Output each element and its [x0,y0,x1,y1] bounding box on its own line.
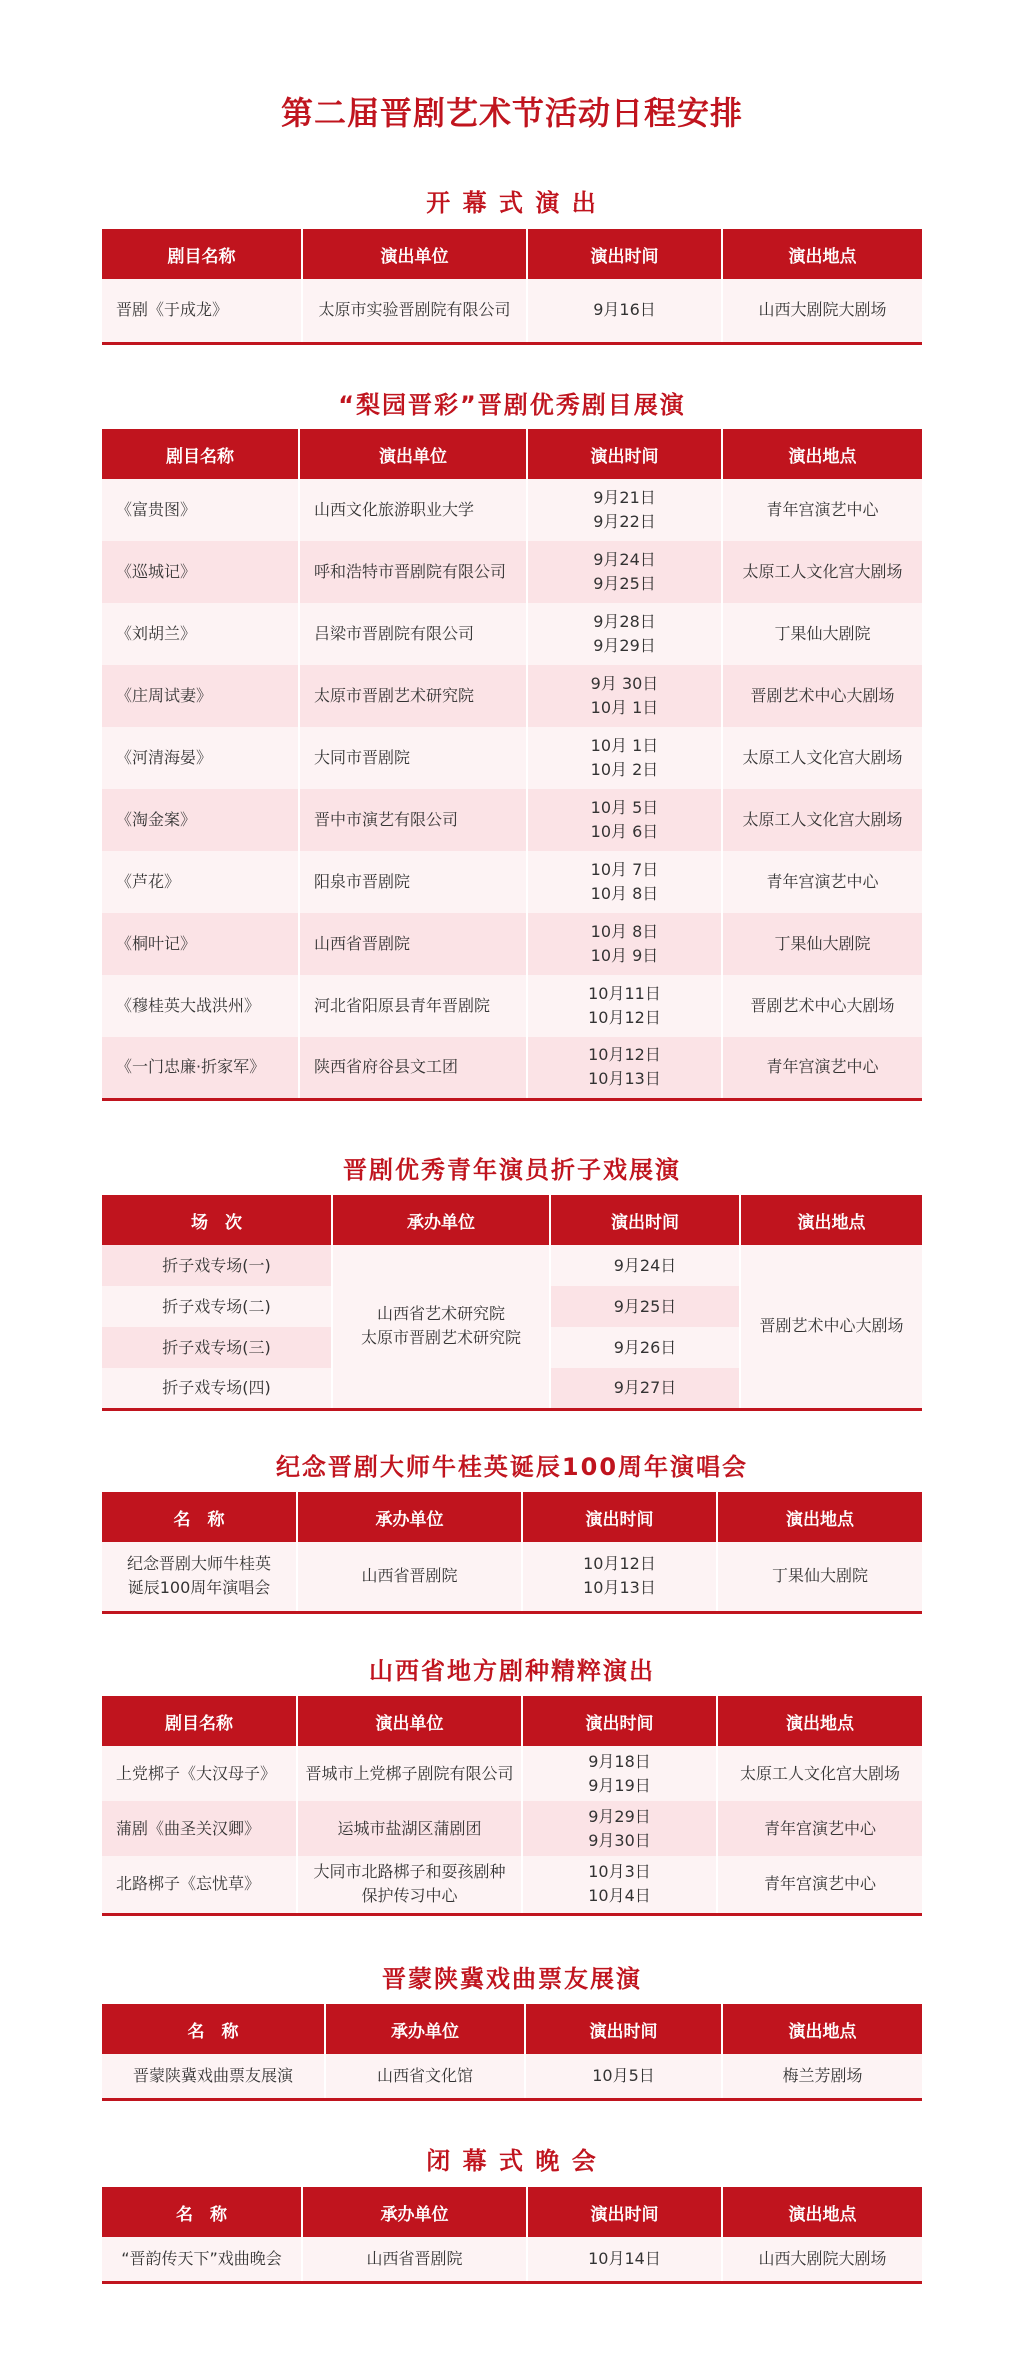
table-row [102,1245,922,1286]
cell-title: 北路梆子《忘忧草》 [102,1856,297,1914]
cell-org: 山西省文化馆 [325,2054,525,2099]
col-header: 演出单位 [302,229,527,279]
cell-venue: 青年宫演艺中心 [722,479,922,541]
cell-session: 折子戏专场(二) [102,1286,332,1327]
table-row [102,603,922,665]
col-header: 演出时间 [527,229,722,279]
date-line: 10月12日 [588,1045,661,1065]
opening-table [102,229,922,345]
cell-org: 山西省晋剧院 [302,2237,527,2282]
cell-session: 折子戏专场(一) [102,1245,332,1286]
date-line: 10月13日 [583,1578,656,1598]
date-line: 10月 8日 [590,884,659,903]
table-header [102,2004,922,2054]
cell-org: 山西省晋剧院 [299,913,527,975]
section-title: “梨园晋彩”晋剧优秀剧目展演 [338,391,686,419]
cell-org: 大同市晋剧院 [299,727,527,789]
date-line: 9月22日 [593,512,656,531]
table-row [102,851,922,913]
date-line: 9月18日 [588,1751,651,1771]
table-row [102,1801,922,1856]
cell-venue: 青年宫演艺中心 [717,1801,922,1856]
col-header: 承办单位 [297,1492,522,1542]
table-row [102,1542,922,1612]
cell-venue: 晋剧艺术中心大剧场 [722,665,922,727]
cell-date: 9月25日 [550,1286,740,1327]
niuguiying-table [102,1492,922,1614]
date-line: 10月3日 [588,1862,651,1882]
cell-title: 《刘胡兰》 [102,603,299,665]
col-header: 演出地点 [717,1696,922,1746]
date-line: 9月30日 [588,1830,651,1850]
table-header [102,1696,922,1746]
org-line: 晋城市上党梆子剧院有限公司 [305,1763,514,1783]
col-header: 名 称 [102,1492,297,1542]
col-header: 演出时间 [527,2187,722,2237]
col-header: 演出地点 [722,229,922,279]
date-line: 10月 1日 [590,736,659,755]
table-row [102,479,922,541]
date-line: 9月 30日 [590,674,659,693]
cell-venue: 太原工人文化宫大剧场 [722,541,922,603]
col-header: 演出时间 [527,429,722,479]
col-header: 承办单位 [302,2187,527,2237]
cell-date [527,851,722,913]
cell-title: “晋韵传天下”戏曲晚会 [102,2237,302,2282]
col-header: 承办单位 [332,1195,550,1245]
cell-venue: 太原工人文化宫大剧场 [722,727,922,789]
cell-title: 《河清海晏》 [102,727,299,789]
cell-venue: 山西大剧院大剧场 [722,2237,922,2282]
date-line: 9月28日 [593,612,656,631]
cell-venue: 太原工人文化宫大剧场 [717,1746,922,1801]
cell-date: 10月14日 [527,2237,722,2282]
zhezixi-table [102,1195,922,1411]
col-header: 演出地点 [717,1492,922,1542]
cell-org: 山西省晋剧院 [297,1542,522,1612]
table-row [102,1746,922,1801]
section-title: 晋蒙陕冀戏曲票友展演 [382,1965,642,1993]
cell-title: 上党梆子《大汉母子》 [102,1746,297,1801]
cell-org: 阳泉市晋剧院 [299,851,527,913]
cell-title: 《一门忠廉·折家军》 [102,1037,299,1099]
cell-venue: 晋剧艺术中心大剧场 [722,975,922,1037]
col-header: 演出地点 [722,2187,922,2237]
cell-title: 《庄周试妻》 [102,665,299,727]
page-title: 第二届晋剧艺术节活动日程安排 [280,94,743,132]
cell-date: 9月16日 [527,279,722,343]
col-header: 演出地点 [722,2004,922,2054]
col-header: 演出单位 [299,429,527,479]
col-header: 剧目名称 [102,1696,297,1746]
date-line: 9月24日 [593,550,656,569]
cell-date [522,1856,717,1914]
date-line: 9月29日 [588,1806,651,1826]
cell-date [522,1746,717,1801]
cell-date [527,1037,722,1099]
cell-org: 呼和浩特市晋剧院有限公司 [299,541,527,603]
section-title: 开 幕 式 演 出 [426,189,598,217]
org-line: 保护传习中心 [361,1886,458,1906]
date-line: 10月 6日 [590,822,659,841]
cell-venue: 梅兰芳剧场 [722,2054,922,2099]
cell-venue: 太原工人文化宫大剧场 [722,789,922,851]
date-line: 9月25日 [593,574,656,593]
col-header: 演出时间 [525,2004,722,2054]
cell-org: 山西文化旅游职业大学 [299,479,527,541]
table-header [102,229,922,279]
date-line: 10月 9日 [590,946,659,965]
cell-title: 《富贵图》 [102,479,299,541]
cell-date [527,603,722,665]
cell-org [297,1746,522,1801]
cell-date [522,1542,717,1612]
cell-org: 晋中市演艺有限公司 [299,789,527,851]
col-header: 名 称 [102,2187,302,2237]
cell-title: 蒲剧《曲圣关汉卿》 [102,1801,297,1856]
table-row [102,913,922,975]
table-row [102,279,922,343]
cell-org [332,1245,550,1409]
table-header [102,2187,922,2237]
cell-venue: 青年宫演艺中心 [722,1037,922,1099]
table-header [102,1195,922,1245]
table-row [102,2237,922,2282]
date-line: 9月29日 [593,636,656,655]
cell-title: 《桐叶记》 [102,913,299,975]
cell-venue: 青年宫演艺中心 [717,1856,922,1914]
table-header [102,1492,922,1542]
table-header [102,429,922,479]
date-line: 10月 7日 [590,860,659,879]
date-line: 10月12日 [588,1008,661,1027]
table-row [102,541,922,603]
table-row [102,665,922,727]
cell-org: 陕西省府谷县文工团 [299,1037,527,1099]
cell-session: 折子戏专场(四) [102,1368,332,1409]
cell-date: 9月26日 [550,1327,740,1368]
date-line: 10月 8日 [590,922,659,941]
cell-title: 《淘金案》 [102,789,299,851]
date-line: 10月 1日 [590,698,659,717]
col-header: 承办单位 [325,2004,525,2054]
cell-venue: 青年宫演艺中心 [722,851,922,913]
date-line: 9月19日 [588,1775,651,1795]
date-line: 10月11日 [588,984,661,1003]
title-line: 纪念晋剧大师牛桂英 [126,1554,271,1574]
piaoyou-table [102,2004,922,2101]
table-row [102,975,922,1037]
col-header: 演出单位 [297,1696,522,1746]
date-line: 10月13日 [588,1069,661,1089]
closing-table [102,2187,922,2284]
org-line: 太原市晋剧艺术研究院 [360,1328,521,1348]
table-row [102,2054,922,2099]
date-line: 10月 5日 [590,798,659,817]
col-header: 剧目名称 [102,429,299,479]
cell-date [527,789,722,851]
cell-venue: 丁果仙大剧院 [722,913,922,975]
org-line: 运城市盐湖区蒲剧团 [337,1818,482,1838]
local-opera-table [102,1696,922,1916]
cell-venue: 丁果仙大剧院 [722,603,922,665]
cell-title: 晋剧《于成龙》 [102,279,302,343]
date-line: 10月 2日 [590,760,659,779]
org-line: 大同市北路梆子和耍孩剧种 [313,1862,506,1882]
section-title: 闭 幕 式 晚 会 [426,2147,598,2175]
cell-title: 《芦花》 [102,851,299,913]
cell-date: 9月24日 [550,1245,740,1286]
cell-session: 折子戏专场(三) [102,1327,332,1368]
cell-org: 太原市晋剧艺术研究院 [299,665,527,727]
date-line: 10月4日 [588,1886,651,1906]
cell-date [527,665,722,727]
cell-org [297,1856,522,1914]
section-title: 山西省地方剧种精粹演出 [369,1657,655,1685]
col-header: 名 称 [102,2004,325,2054]
cell-date [527,479,722,541]
cell-date [527,541,722,603]
col-header: 演出地点 [740,1195,922,1245]
cell-org: 河北省阳原县青年晋剧院 [299,975,527,1037]
cell-date [527,727,722,789]
table-row [102,1037,922,1099]
cell-title [102,1542,297,1612]
cell-date: 10月5日 [525,2054,722,2099]
table-row [102,1856,922,1914]
date-line: 10月12日 [583,1554,656,1574]
section-title: 晋剧优秀青年演员折子戏展演 [343,1156,681,1184]
section-title: 纪念晋剧大师牛桂英诞辰100周年演唱会 [275,1453,749,1481]
cell-venue: 晋剧艺术中心大剧场 [740,1245,922,1409]
cell-title: 《穆桂英大战洪州》 [102,975,299,1037]
col-header: 场 次 [102,1195,332,1245]
col-header: 演出时间 [522,1696,717,1746]
col-header: 剧目名称 [102,229,302,279]
org-line: 山西省艺术研究院 [376,1304,505,1324]
date-line: 9月21日 [593,488,656,507]
table-row [102,727,922,789]
cell-date [527,975,722,1037]
cell-org: 吕梁市晋剧院有限公司 [299,603,527,665]
cell-date [527,913,722,975]
col-header: 演出时间 [550,1195,740,1245]
cell-org: 太原市实验晋剧院有限公司 [302,279,527,343]
col-header: 演出地点 [722,429,922,479]
cell-title: 《巡城记》 [102,541,299,603]
cell-date [522,1801,717,1856]
cell-venue: 山西大剧院大剧场 [722,279,922,343]
col-header: 演出时间 [522,1492,717,1542]
table-row [102,789,922,851]
liyuan-table [102,429,922,1101]
cell-date: 9月27日 [550,1368,740,1409]
cell-venue: 丁果仙大剧院 [717,1542,922,1612]
title-line: 诞辰100周年演唱会 [127,1578,271,1598]
cell-title: 晋蒙陕冀戏曲票友展演 [102,2054,325,2099]
cell-org [297,1801,522,1856]
